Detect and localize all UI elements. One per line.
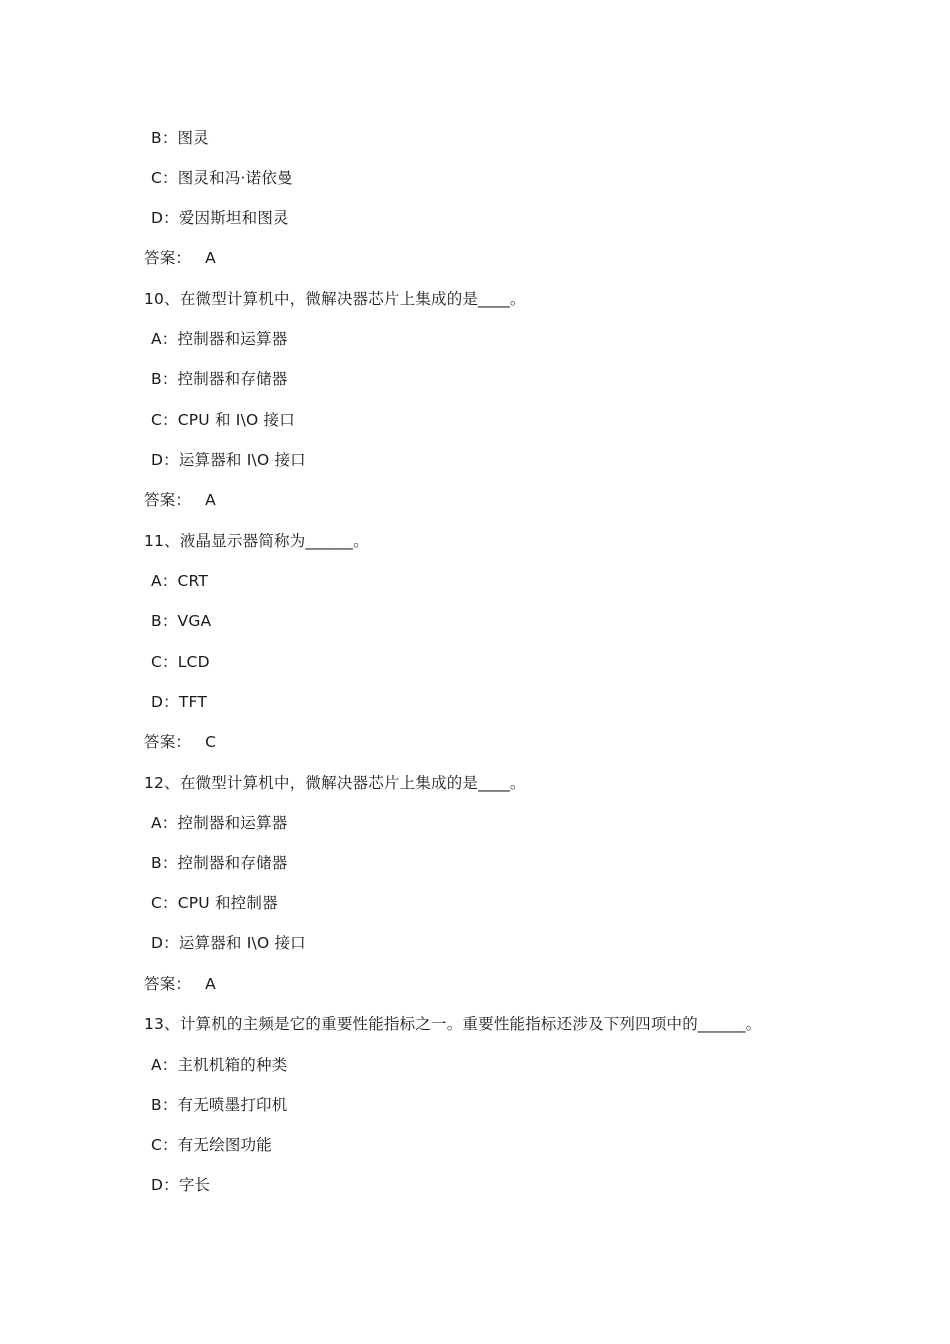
option-a-q13: A：主机机箱的种类 [151, 1056, 288, 1074]
option-b-q10: B：控制器和存储器 [151, 370, 288, 388]
answer-value: A [205, 249, 216, 267]
answer-value: A [205, 491, 216, 509]
option-d-q13: D：字长 [151, 1176, 211, 1194]
answer-label: 答案： [144, 975, 192, 993]
option-b-q9: B：图灵 [151, 129, 209, 147]
answer-q11 [144, 732, 216, 752]
option-a-q12: A：控制器和运算器 [151, 814, 288, 832]
option-b-q11: B：VGA [151, 612, 212, 630]
option-b-q13: B：有无喷墨打印机 [151, 1096, 288, 1114]
option-d-q11: D：TFT [151, 693, 208, 711]
answer-label: 答案： [144, 491, 192, 509]
option-a-q10: A：控制器和运算器 [151, 330, 288, 348]
question-10: 10、在微型计算机中，微解决器芯片上集成的是____。 [144, 290, 526, 308]
option-c-q9: C：图灵和冯·诺依曼 [151, 169, 293, 187]
answer-q10 [144, 490, 216, 510]
answer-label: 答案： [144, 249, 192, 267]
answer-value: C [205, 733, 217, 751]
option-a-q11: A：CRT [151, 572, 209, 590]
answer-q12 [144, 974, 216, 994]
option-b-q12: B：控制器和存储器 [151, 854, 288, 872]
answer-label: 答案： [144, 733, 192, 751]
option-d-q9: D：爱因斯坦和图灵 [151, 209, 289, 227]
question-13: 13、计算机的主频是它的重要性能指标之一。重要性能指标还涉及下列四项中的______。 [144, 1015, 762, 1033]
answer-value: A [205, 975, 216, 993]
option-d-q10: D：运算器和 I\O 接口 [151, 451, 306, 469]
option-c-q10: C：CPU 和 I\O 接口 [151, 411, 295, 429]
option-c-q11: C：LCD [151, 653, 210, 671]
option-c-q13: C：有无绘图功能 [151, 1136, 272, 1154]
answer-q9 [144, 248, 216, 268]
option-d-q12: D：运算器和 I\O 接口 [151, 934, 306, 952]
question-11: 11、液晶显示器简称为______。 [144, 532, 369, 550]
option-c-q12: C：CPU 和控制器 [151, 894, 278, 912]
question-12: 12、在微型计算机中，微解决器芯片上集成的是____。 [144, 774, 526, 792]
